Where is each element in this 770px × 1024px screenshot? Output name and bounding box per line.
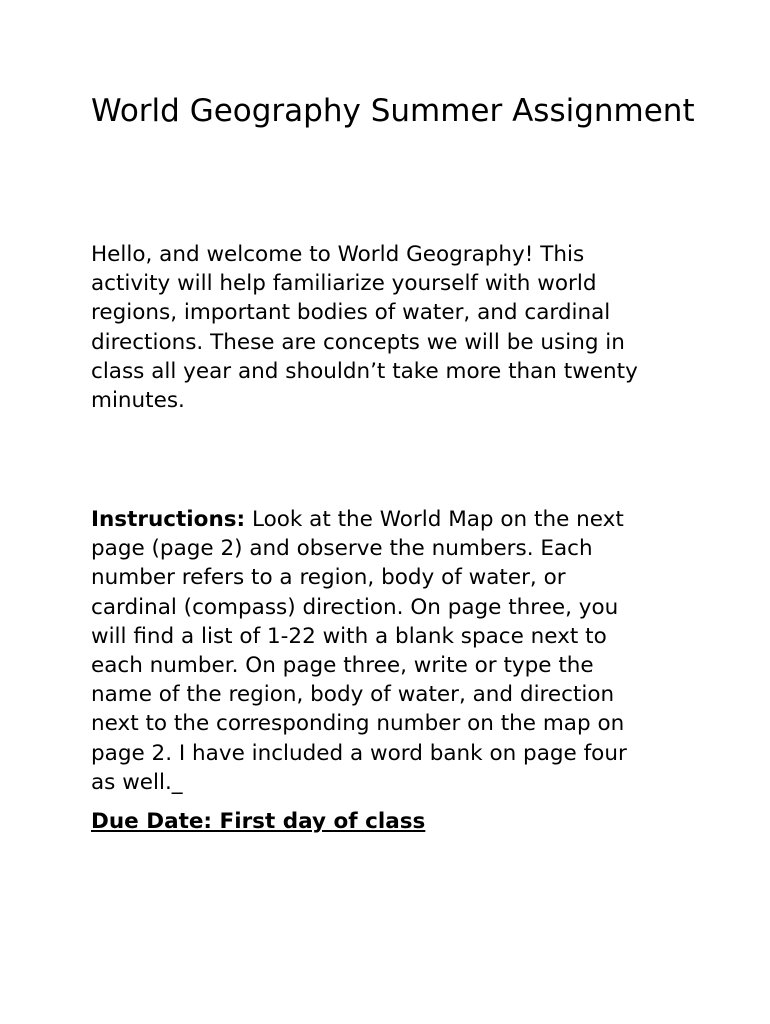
instructions-label: Instructions: [91, 507, 246, 532]
intro-paragraph: Hello, and welcome to World Geography! This activity will help familiarize yourself with world regions, important bodies of water, and cardinal directions. These are concepts we will be using in class all year and shouldn’t take more than twenty minutes. [91, 242, 638, 414]
due-date: Due Date: First day of class [91, 809, 426, 834]
document-title: World Geography Summer Assignment [91, 93, 695, 129]
instructions-text: Look at the World Map on the next page (page 2) and observe the numbers. Each number refers to a region, body of water, or cardinal (compass) direction. On page three, you will find a list of 1-22 with a blank space next to each number. On page three, write or type the name of the region, body of water, and direction next to the corresponding number on the map on page 2. I have included a word bank on page four as well._ [91, 507, 627, 795]
instructions-paragraph [91, 505, 691, 797]
